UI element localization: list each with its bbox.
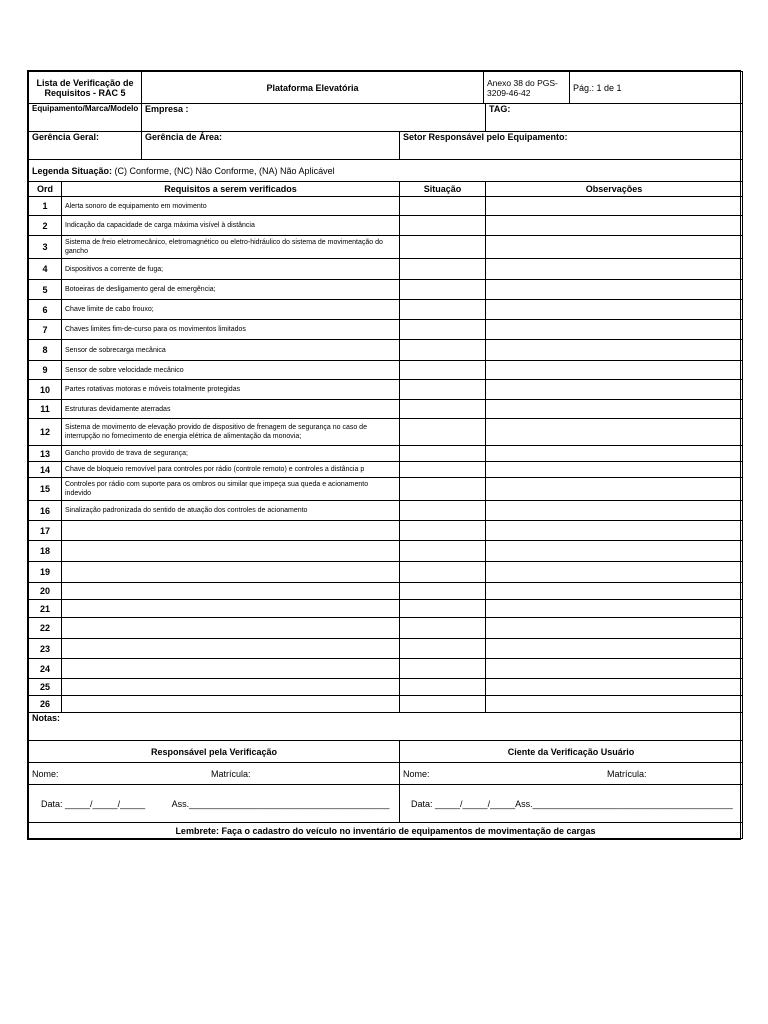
row-observacoes-field[interactable] [486,639,743,659]
row-observacoes-field[interactable] [486,380,743,400]
row-ord: 15 [29,478,62,501]
row-requirement: Alerta sonoro de equipamento em movimento [62,197,400,216]
row-ord: 12 [29,419,62,446]
row-ord: 11 [29,400,62,419]
table-row [29,679,743,696]
row-observacoes-field[interactable] [486,320,743,340]
gerencia-area-field[interactable]: Gerência de Área: [142,132,400,160]
row-situacao-field[interactable] [400,380,486,400]
row-ord: 9 [29,361,62,380]
row-ord: 20 [29,583,62,600]
responsible-name-label: Nome: [32,768,59,779]
row-situacao-field[interactable] [400,618,486,639]
row-requirement: Gancho provido de trava de segurança; [62,446,400,462]
row-requirement: Chave de bloqueio removível para controles por rádio (controle remoto) e controles a distância p [62,462,400,478]
legend [29,160,743,182]
legend-label: Legenda Situação: [32,165,113,176]
checklist-table [28,159,743,741]
table-row [29,280,743,300]
row-situacao-field[interactable] [400,541,486,562]
row-situacao-field[interactable] [400,280,486,300]
table-row [29,197,743,216]
checklist-document [27,70,741,840]
responsible-date-label: Data: _____/_____/_____ [41,798,146,809]
annex-reference: Anexo 38 do PGS-3209-46-42 [484,72,570,104]
row-requirement: Sinalização padronizada do sentido de atuação dos controles de acionamento [62,501,400,521]
row-requirement: Estruturas devidamente aterradas [62,400,400,419]
row-ord: 26 [29,696,62,713]
row-observacoes-field[interactable] [486,600,743,618]
row-ord: 24 [29,659,62,679]
row-observacoes-field[interactable] [486,300,743,320]
table-row [29,446,743,462]
row-observacoes-field[interactable] [486,478,743,501]
table-row [29,521,743,541]
table-row [29,259,743,280]
row-ord: 13 [29,446,62,462]
row-situacao-field[interactable] [400,583,486,600]
form-title-line1: Lista de Verificação de [36,77,134,88]
row-ord: 3 [29,236,62,259]
table-row [29,639,743,659]
row-situacao-field[interactable] [400,600,486,618]
equipment-model-field[interactable]: Equipamento/Marca/Modelo [29,104,142,132]
company-field[interactable]: Empresa : [142,104,486,132]
row-requirement: Indicação da capacidade de carga máxima visível à distância [62,216,400,236]
table-row [29,400,743,419]
row-ord: 21 [29,600,62,618]
column-header-ord: Ord [29,182,62,197]
gerencia-geral-field[interactable]: Gerência Geral: [29,132,142,160]
row-situacao-field[interactable] [400,478,486,501]
table-row [29,320,743,340]
row-situacao-field[interactable] [400,446,486,462]
row-requirement: Chaves limites fim-de-curso para os movimentos limitados [62,320,400,340]
row-ord: 14 [29,462,62,478]
row-situacao-field[interactable] [400,320,486,340]
row-requirement: Chave limite de cabo frouxo; [62,300,400,320]
responsible-title: Responsável pela Verificação [29,741,400,763]
row-observacoes-field[interactable] [486,659,743,679]
row-requirement [62,521,400,541]
column-header-observacoes: Observações [486,182,743,197]
responsible-matricula-label: Matrícula: [211,768,251,779]
footer-reminder: Lembrete: Faça o cadastro do veículo no inventário de equipamentos de movimentação de cargas [29,823,743,839]
table-row [29,216,743,236]
page-number: Pág.: 1 de 1 [570,72,743,104]
tag-field[interactable]: TAG: [486,104,743,132]
row-requirement [62,562,400,583]
table-row [29,340,743,361]
row-situacao-field[interactable] [400,679,486,696]
row-observacoes-field[interactable] [486,521,743,541]
row-ord: 5 [29,280,62,300]
signature-table [28,740,743,839]
equipment-title: Plataforma Elevatória [142,72,484,104]
row-ord: 2 [29,216,62,236]
row-ord: 25 [29,679,62,696]
row-observacoes-field[interactable] [486,501,743,521]
row-observacoes-field[interactable] [486,216,743,236]
checklist-rows [29,197,743,713]
row-situacao-field[interactable] [400,639,486,659]
row-requirement: Botoeiras de desligamento geral de emergência; [62,280,400,300]
row-ord: 7 [29,320,62,340]
row-ord: 17 [29,521,62,541]
row-requirement: Sensor de sobre velocidade mecânico [62,361,400,380]
notes-field[interactable]: Notas: [29,713,743,741]
row-requirement [62,583,400,600]
row-requirement [62,618,400,639]
table-row [29,300,743,320]
row-requirement [62,679,400,696]
row-observacoes-field[interactable] [486,462,743,478]
responsible-name-row[interactable] [29,763,400,785]
legend-text: (C) Conforme, (NC) Não Conforme, (NA) Não Aplicável [112,165,335,176]
row-observacoes-field[interactable] [486,541,743,562]
table-row [29,541,743,562]
row-requirement: Partes rotativas motoras e móveis totalmente protegidas [62,380,400,400]
header-table [28,71,743,104]
user-matricula-label: Matrícula: [607,768,647,779]
table-row [29,501,743,521]
row-requirement: Sensor de sobrecarga mecânica [62,340,400,361]
row-ord: 10 [29,380,62,400]
row-situacao-field[interactable] [400,501,486,521]
table-row [29,562,743,583]
table-row [29,462,743,478]
form-title-line2: Requisitos - RAC 5 [44,87,126,98]
row-situacao-field[interactable] [400,462,486,478]
row-observacoes-field[interactable] [486,280,743,300]
row-situacao-field[interactable] [400,300,486,320]
table-row [29,236,743,259]
row-situacao-field[interactable] [400,216,486,236]
row-observacoes-field[interactable] [486,400,743,419]
setor-field[interactable]: Setor Responsável pelo Equipamento: [400,132,743,160]
row-requirement [62,659,400,679]
row-observacoes-field[interactable] [486,419,743,446]
table-row [29,618,743,639]
row-observacoes-field[interactable] [486,618,743,639]
row-situacao-field[interactable] [400,197,486,216]
user-title: Ciente da Verificação Usuário [400,741,743,763]
row-requirement [62,639,400,659]
user-name-label: Nome: [403,768,430,779]
row-observacoes-field[interactable] [486,197,743,216]
row-requirement: Controles por rádio com suporte para os ombros ou similar que impeça sua queda e acionamento indevido [62,478,400,501]
row-situacao-field[interactable] [400,361,486,380]
row-requirement [62,696,400,713]
row-requirement: Sistema de movimento de elevação provido de dispositivo de frenagem de segurança no caso de interrupção no fornecimento de energia elétrica de alimentação da monovia; [62,419,400,446]
table-row [29,380,743,400]
table-row [29,600,743,618]
row-ord: 4 [29,259,62,280]
row-situacao-field[interactable] [400,419,486,446]
info-table [28,103,743,160]
row-ord: 1 [29,197,62,216]
user-signature-line: Ass.________________________________________ [515,798,733,809]
row-requirement [62,600,400,618]
form-title [29,72,142,104]
user-date-label: Data: _____/_____/_____ [411,798,516,809]
row-observacoes-field[interactable] [486,446,743,462]
row-ord: 22 [29,618,62,639]
table-row [29,696,743,713]
row-situacao-field[interactable] [400,340,486,361]
row-observacoes-field[interactable] [486,562,743,583]
row-requirement [62,541,400,562]
row-situacao-field[interactable] [400,236,486,259]
row-situacao-field[interactable] [400,259,486,280]
responsible-signature-line: Ass.________________________________________ [171,798,390,809]
row-ord: 18 [29,541,62,562]
table-row [29,583,743,600]
row-requirement: Sistema de freio eletromecânico, eletromagnético ou eletro-hidráulico do sistema de movimentação do gancho [62,236,400,259]
row-ord: 16 [29,501,62,521]
row-observacoes-field[interactable] [486,679,743,696]
row-ord: 6 [29,300,62,320]
row-observacoes-field[interactable] [486,236,743,259]
table-row [29,419,743,446]
column-header-requisitos: Requisitos a serem verificados [62,182,400,197]
user-name-row[interactable] [400,763,743,785]
row-situacao-field[interactable] [400,562,486,583]
row-observacoes-field[interactable] [486,696,743,713]
responsible-sign-row[interactable] [29,785,400,823]
row-ord: 23 [29,639,62,659]
table-row [29,478,743,501]
row-situacao-field[interactable] [400,696,486,713]
row-situacao-field[interactable] [400,400,486,419]
table-row [29,361,743,380]
row-requirement: Dispositivos a corrente de fuga; [62,259,400,280]
row-ord: 8 [29,340,62,361]
row-observacoes-field[interactable] [486,583,743,600]
table-row [29,659,743,679]
row-observacoes-field[interactable] [486,361,743,380]
user-sign-row[interactable] [400,785,743,823]
row-situacao-field[interactable] [400,521,486,541]
column-header-situacao: Situação [400,182,486,197]
row-observacoes-field[interactable] [486,340,743,361]
row-situacao-field[interactable] [400,659,486,679]
row-observacoes-field[interactable] [486,259,743,280]
row-ord: 19 [29,562,62,583]
